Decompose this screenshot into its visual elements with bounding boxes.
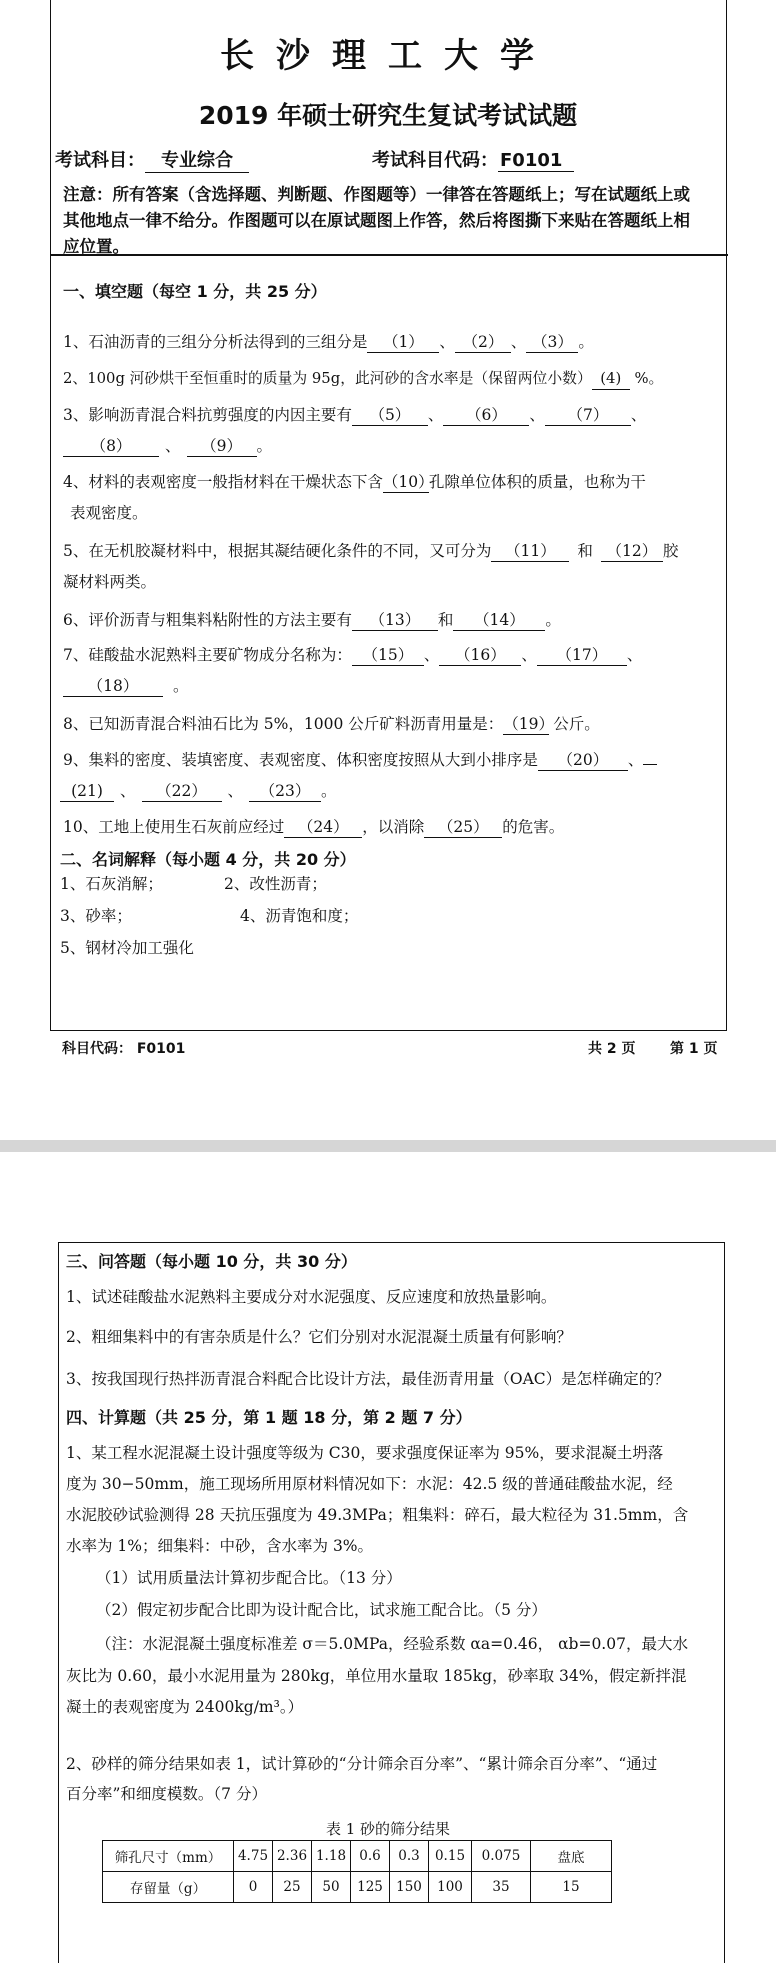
blank-9: （9） [187, 436, 257, 457]
blank-6: （6） [443, 405, 529, 426]
question-4: 4、材料的表观密度一般指材料在干燥状态下含（10）孔隙单位体积的质量，也称为干 [63, 473, 646, 491]
calc-1-line: 1、某工程水泥混凝土设计强度等级为 C30，要求强度保证率为 95%，要求混凝土坍落 [66, 1444, 664, 1462]
university-name: 长沙理工大学 [220, 36, 556, 76]
table-cell: 15 [531, 1872, 612, 1903]
table-cell: 0.3 [390, 1841, 429, 1872]
table-cell: 0 [234, 1872, 273, 1903]
table-cell: 50 [312, 1872, 351, 1903]
page-separator [0, 1140, 776, 1152]
subject-code-label: 考试科目代码： [372, 150, 498, 171]
blank-3: （3） [526, 332, 578, 353]
question-5: 5、在无机胶凝材料中，根据其凝结硬化条件的不同，又可分为 （11） 和 （12） 胶 [63, 542, 679, 560]
table-cell: 0.15 [429, 1841, 472, 1872]
table-row-header: 存留量（g） [103, 1872, 234, 1903]
sieve-results-table [102, 1840, 612, 1903]
calc-2-line: 百分率”和细度模数。（7 分） [66, 1785, 267, 1803]
subject-code-field [372, 146, 574, 172]
notice-line: 注意：所有答案（含选择题、判断题、作图题等）一律答在答题纸上；写在试题纸上或 [63, 185, 690, 204]
table-cell: 125 [351, 1872, 390, 1903]
calc-1-line: 水泥胶砂试验测得 28 天抗压强度为 49.3MPa；粗集料：碎石，最大粒径为 31.5mm，含 [66, 1506, 689, 1524]
table-cell: 0.075 [472, 1841, 531, 1872]
subject-value: 专业综合 [145, 146, 249, 173]
table-cell: 盘底 [531, 1841, 612, 1872]
section-2-header: 二、名词解释（每小题 4 分，共 20 分） [60, 850, 356, 869]
table-row [103, 1841, 612, 1872]
question-8: 8、已知沥青混合料油石比为 5%，1000 公斤矿料沥青用量是：（19）公斤。 [63, 715, 600, 733]
term-2: 2、改性沥青； [224, 875, 327, 893]
question-9-continued: (21) 、 （22） 、 （23） 。 [60, 781, 337, 802]
blank-19: （19） [503, 715, 554, 733]
calc-1-subquestion-1: （1）试用质量法计算初步配合比。（13 分） [96, 1569, 402, 1587]
table-cell: 1.18 [312, 1841, 351, 1872]
table-cell: 0.6 [351, 1841, 390, 1872]
blank-5: （5） [352, 405, 428, 426]
blank-1: （1） [367, 332, 439, 353]
calc-1-line: 度为 30−50mm，施工现场所用原材料情况如下：水泥：42.5 级的普通硅酸盐水泥，经 [66, 1475, 673, 1493]
section-4-header: 四、计算题（共 25 分，第 1 题 18 分，第 2 题 7 分） [66, 1408, 472, 1427]
calc-1-line: 水率为 1%；细集料：中砂，含水率为 3%。 [66, 1537, 374, 1555]
term-3: 3、砂率； [60, 907, 132, 925]
subject-code-value: F0101 [498, 150, 574, 172]
essay-question-2: 2、粗细集料中的有害杂质是什么？它们分别对水泥混凝土质量有何影响？ [66, 1328, 572, 1346]
blank-10: （10） [382, 473, 434, 491]
question-6: 6、评价沥青与粗集料粘附性的方法主要有 （13） 和 （14） 。 [63, 611, 561, 629]
notice-divider [50, 254, 728, 256]
table-cell: 2.36 [273, 1841, 312, 1872]
question-4-continued: 表观密度。 [70, 504, 148, 522]
table-row-header: 筛孔尺寸（mm） [103, 1841, 234, 1872]
table-cell: 150 [390, 1872, 429, 1903]
blank-2: （2） [455, 332, 511, 353]
term-5: 5、钢材冷加工强化 [60, 939, 194, 957]
footer-page-number: 第 1 页 [670, 1041, 718, 1057]
term-1: 1、石灰消解； [60, 875, 163, 893]
section-3-header: 三、问答题（每小题 10 分，共 30 分） [66, 1252, 357, 1271]
footer-total-pages: 共 2 页 [588, 1041, 636, 1057]
blank-22: （22） [142, 781, 222, 802]
blank-14: （14） [453, 610, 545, 631]
question-9: 9、集料的密度、装填密度、表观密度、体积密度按照从大到小排序是 （20） 、 [63, 750, 657, 771]
blank-17: （17） [537, 645, 627, 666]
question-3: 3、影响沥青混合料抗剪强度的内因主要有 （5） 、 （6） 、 （7） 、 [63, 406, 647, 424]
question-2: 2、100g 河砂烘干至恒重时的质量为 95g，此河砂的含水率是（保留两位小数） (4) %。 [63, 369, 663, 390]
blank-20: （20） [538, 750, 628, 771]
blank-25: （25） [424, 817, 502, 838]
question-3-continued: （8） 、 （9） 。 [63, 436, 272, 457]
question-7-continued: （18） 。 [63, 676, 189, 697]
question-7: 7、硅酸盐水泥熟料主要矿物成分名称为： （15） 、 （16） 、 （17） 、 [63, 646, 643, 664]
table-cell: 35 [472, 1872, 531, 1903]
table-cell: 25 [273, 1872, 312, 1903]
blank-18: （18） [63, 676, 163, 697]
table-row [103, 1872, 612, 1903]
calc-1-note: （注：水泥混凝土强度标准差 σ＝5.0MPa，经验系数 αa=0.46， αb=0.07，最大水 [96, 1635, 688, 1653]
table-caption: 表 1 砂的筛分结果 [325, 1820, 451, 1838]
blank-13: （13） [352, 610, 438, 631]
blank-7: （7） [545, 405, 631, 426]
blank-21: (21) [60, 781, 114, 802]
blank-24: （24） [284, 817, 362, 838]
term-4: 4、沥青饱和度； [240, 907, 359, 925]
exam-title: 2019 年硕士研究生复试考试试题 [198, 101, 578, 130]
calc-1-note: 凝土的表观密度为 2400kg/m³。） [66, 1698, 304, 1716]
essay-question-3: 3、按我国现行热拌沥青混合料配合比设计方法，最佳沥青用量（OAC）是怎样确定的？ [66, 1370, 670, 1388]
blank-11: （11） [491, 541, 569, 562]
question-5-continued: 凝材料两类。 [63, 573, 157, 591]
notice-line: 其他地点一律不给分。作图题可以在原试题图上作答，然后将图撕下来贴在答题纸上相 [63, 211, 690, 230]
calc-1-subquestion-2: （2）假定初步配合比即为设计配合比，试求施工配合比。（5 分） [96, 1601, 547, 1619]
table-cell: 4.75 [234, 1841, 273, 1872]
blank-23: （23） [249, 781, 321, 802]
question-1: 1、石油沥青的三组分分析法得到的三组分是 （1） 、 （2） 、 （3） 。 [63, 333, 594, 351]
subject-field [55, 146, 249, 173]
table-cell: 100 [429, 1872, 472, 1903]
calc-2-line: 2、砂样的筛分结果如表 1，试计算砂的“分计筛余百分率”、“累计筛余百分率”、“通过 [66, 1755, 658, 1773]
blank-16: （16） [439, 645, 521, 666]
footer-subject-code: 科目代码： F0101 [62, 1041, 186, 1057]
blank-8: （8） [63, 436, 159, 457]
essay-question-1: 1、试述硅酸盐水泥熟料主要成分对水泥强度、反应速度和放热量影响。 [66, 1288, 557, 1306]
question-10: 10、工地上使用生石灰前应经过 （24） ，以消除 （25） 的危害。 [63, 818, 565, 836]
exam-notice [63, 182, 723, 260]
notice-line: 应位置。 [63, 237, 129, 256]
blank-12: （12） [601, 541, 663, 562]
subject-label: 考试科目： [55, 150, 145, 171]
section-1-header: 一、填空题（每空 1 分，共 25 分） [63, 282, 327, 301]
blank-4: (4) [592, 369, 630, 390]
calc-1-note: 灰比为 0.60，最小水泥用量为 280kg，单位用水量取 185kg，砂率取 34%，假定新拌混 [66, 1667, 687, 1685]
blank-15: （15） [352, 645, 424, 666]
